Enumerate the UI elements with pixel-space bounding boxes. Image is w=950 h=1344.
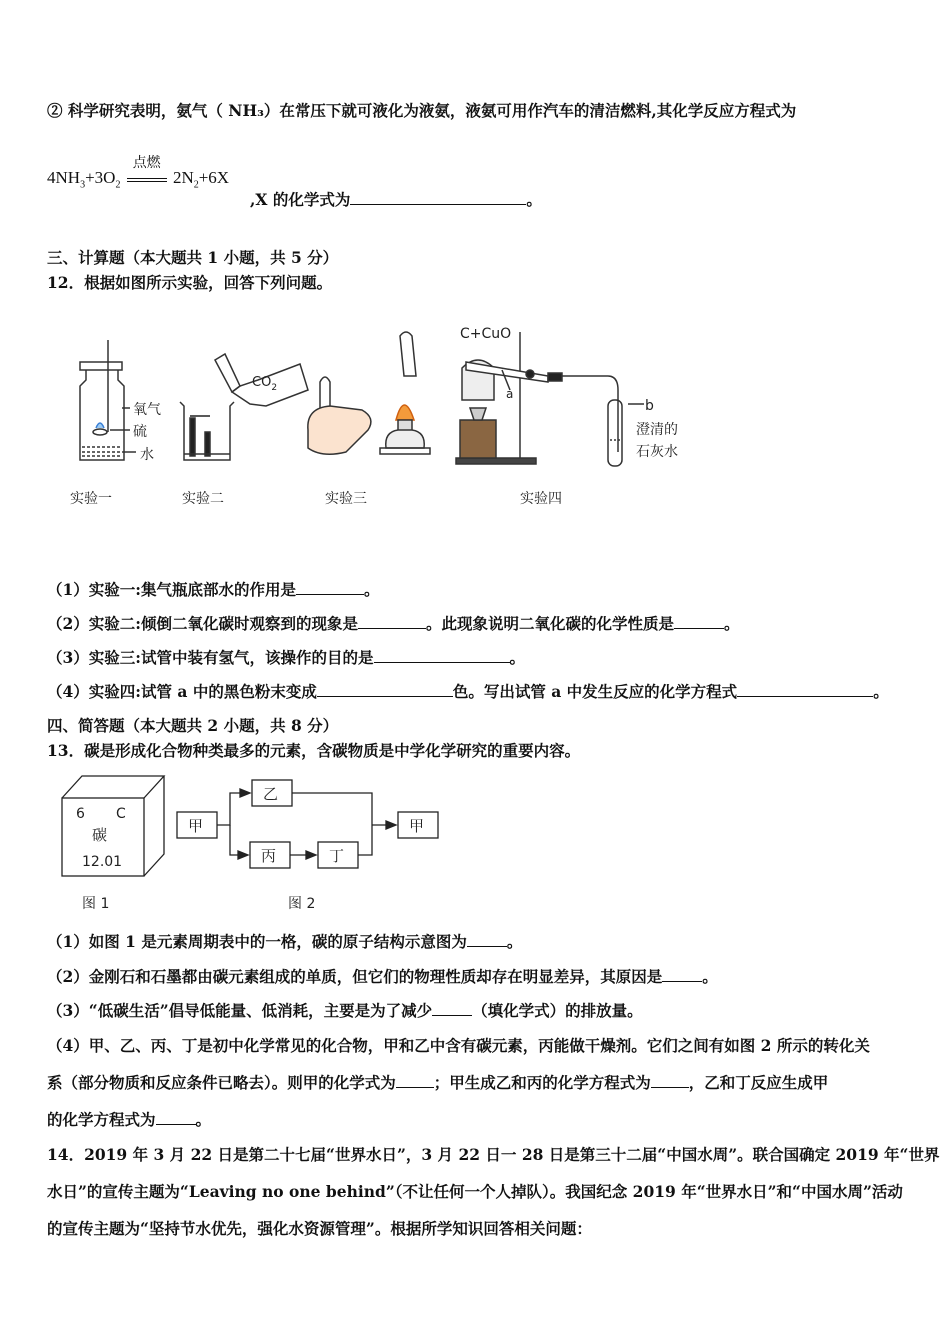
experiment-1-gas-jar [80,340,136,460]
reaction-arrow [125,156,169,190]
answer-blank[interactable] [467,932,507,947]
answer-blank[interactable] [317,682,453,697]
combustion-equation: $4NH_3+3O_2$ 点燃 $2N_2+6X$ [47,168,229,190]
q12-stem: 12．根据如图所示实验，回答下列问题。 [47,273,333,292]
answer-blank[interactable] [296,580,364,595]
caption-exp-3: 实验三 [325,491,367,507]
label-b: b [645,398,654,414]
experiment-4-apparatus [456,332,644,466]
answer-blank[interactable] [651,1073,689,1088]
atomic-number: 6 [76,806,85,822]
q11-answer-line: ,X 的化学式为 。 [250,190,542,209]
q11-item2-text: ② 科学研究表明，氨气（ NH₃）在常压下就可液化为液氨，液氨可用作汽车的清洁燃料,其化学反应方程式为 [47,101,797,120]
q14-line-1: 14．2019 年 3 月 22 日是第二十七届“世界水日”，3 月 22 日一 28 日是第三十二届“中国水周”。联合国确定 2019 年“世界 [47,1145,940,1164]
answer-blank[interactable] [358,614,426,629]
answer-blank[interactable] [396,1073,434,1088]
q12-item-4: （4）实验四:试管 a 中的黑色粉末变成 色。写出试管 a 中发生反应的化学方程式 。 [47,682,889,701]
label-oxygen: 氧气 [133,402,161,418]
section4-heading: 四、简答题（本大题共 2 小题，共 8 分） [47,716,339,735]
reaction-condition: 点燃 [132,156,161,172]
answer-blank[interactable] [674,614,724,629]
node-jia-end: 甲 [409,817,425,835]
answer-blank[interactable] [374,648,510,663]
q13-item-4-line-2: 系（部分物质和反应条件已略去）。则甲的化学式为 ；甲生成乙和丙的化学方程式为 ，乙和丁反应生成甲 [47,1073,829,1092]
label-a: a [506,387,514,401]
fig1-caption: 图 1 [82,896,110,912]
answer-blank[interactable] [432,1001,472,1016]
label-sulfur: 硫 [133,424,147,440]
caption-exp-4: 实验四 [520,491,562,507]
q12-item-1: （1）实验一:集气瓶底部水的作用是 。 [47,580,380,599]
q14-line-2: 水日”的宣传主题为“Leaving no one behind”（不让任何一个人掉队）。我国纪念 2019 年“世界水日”和“中国水周”活动 [47,1182,903,1201]
label-co2: $CO_2$ [252,375,278,393]
node-yi: 乙 [263,785,279,803]
q12-item-3: （3）实验三:试管中装有氢气，该操作的目的是 。 [47,648,526,667]
q13-item-4-line-3: 的化学方程式为 。 [47,1110,212,1129]
label-limewater-1: 澄清的 [636,422,678,438]
caption-exp-1: 实验一 [70,491,112,507]
element-symbol: C [116,806,126,822]
answer-blank[interactable] [350,190,526,205]
fig2-caption: 图 2 [288,896,316,912]
experiment-3-hand-lamp [308,332,430,454]
answer-blank[interactable] [156,1110,196,1125]
experiment-2-beaker [180,354,308,460]
label-limewater-2: 石灰水 [636,444,678,460]
q13-stem: 13．碳是形成化合物种类最多的元素，含碳物质是中学化学研究的重要内容。 [47,741,581,760]
label-water: 水 [140,447,154,463]
q13-item-2: （2）金刚石和石墨都由碳元素组成的单质，但它们的物理性质却存在明显差异，其原因是 。 [47,967,718,986]
atomic-mass: 12.01 [82,854,123,870]
q13-item-1: （1）如图 1 是元素周期表中的一格，碳的原子结构示意图为 。 [47,932,523,951]
q13-item-4-line-1: （4）甲、乙、丙、丁是初中化学常见的化合物，甲和乙中含有碳元素，丙能做干燥剂。它们之间有如图 2 所示的转化关 [47,1036,870,1055]
section3-heading: 三、计算题（本大题共 1 小题，共 5 分） [47,248,339,267]
conversion-flow [177,780,438,868]
q14-line-3: 的宣传主题为“坚持节水优先，强化水资源管理”。根据所学知识回答相关问题： [47,1219,592,1238]
label-c-cuo: C+CuO [460,326,512,342]
q13-figures [0,770,950,920]
node-ding: 丁 [329,847,345,865]
q13-item-3: （3）“低碳生活”倡导低能量、低消耗，主要是为了减少 （填化学式）的排放量。 [47,1001,643,1020]
answer-blank[interactable] [737,682,873,697]
node-bing: 丙 [261,847,277,865]
node-jia: 甲 [188,817,204,835]
caption-exp-2: 实验二 [182,491,224,507]
experiment-figure [0,300,950,570]
answer-blank[interactable] [662,967,702,982]
q12-item-2: （2）实验二:倾倒二氧化碳时观察到的现象是 。此现象说明二氧化碳的化学性质是 。 [47,614,740,633]
element-name: 碳 [92,826,108,844]
